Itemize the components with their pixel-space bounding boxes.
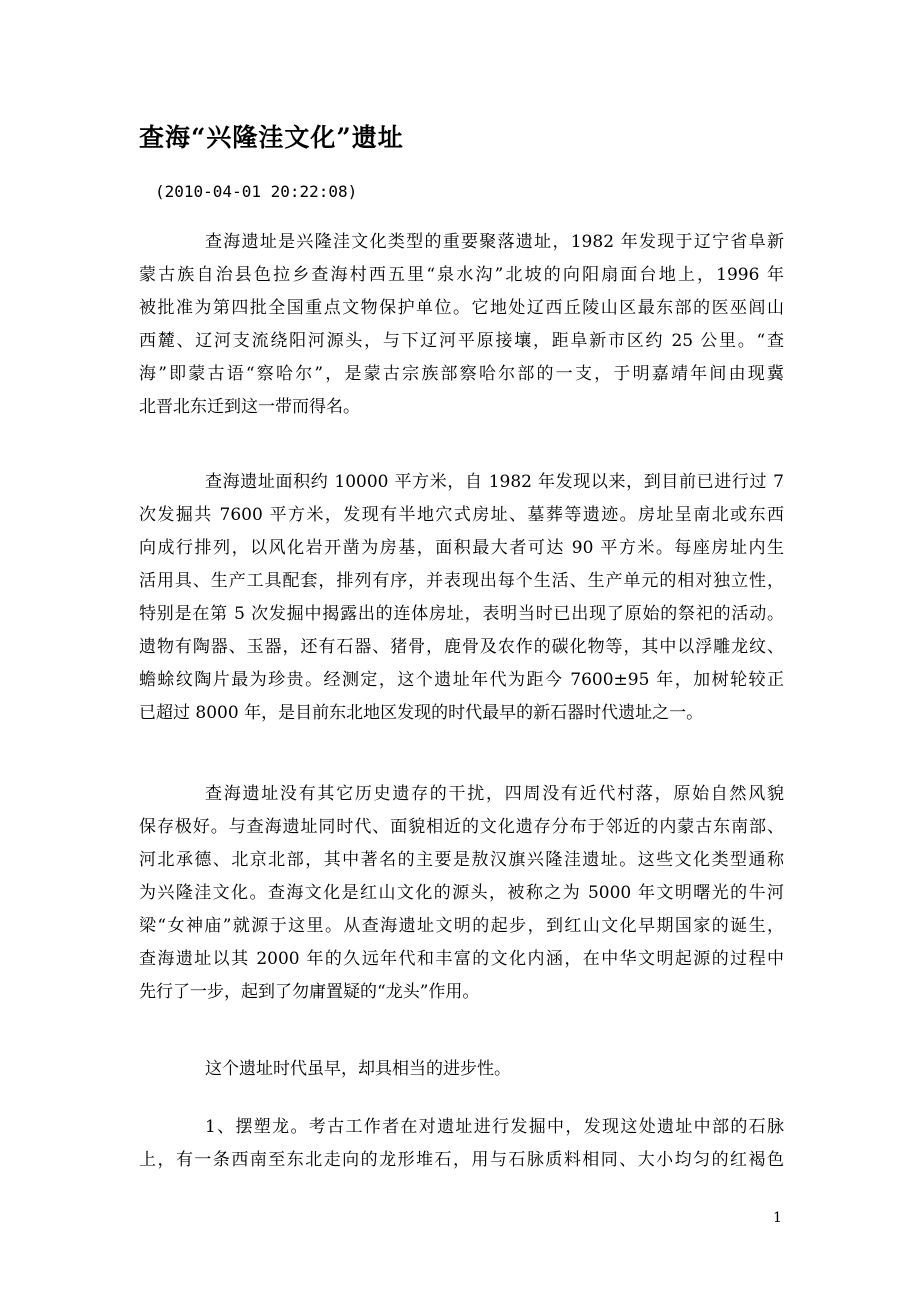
paragraph-line: 这个遗址时代虽早，却具相当的进步性。 [205, 1059, 511, 1079]
paragraph-line: 蒙古族自治县色拉乡查海村西五里“泉水沟”北坡的向阳扇面台地上，1996 年 [139, 265, 784, 285]
paragraph-line: 保存极好。与查海遗址同时代、面貌相近的文化遗存分布于邻近的内蒙古东南部、 [139, 817, 784, 837]
document-title: 查海“兴隆洼文化”遗址 [139, 123, 404, 152]
paragraph-1 [139, 226, 784, 424]
paragraph-line: 被批准为第四批全国重点文物保护单位。它地处辽西丘陵山区最东部的医巫闾山 [139, 298, 784, 318]
paragraph-2 [139, 466, 784, 730]
paragraph-line: 已超过 8000 年，是目前东北地区发现的时代最早的新石器时代遗址之一。 [139, 703, 704, 723]
paragraph-line: 特别是在第 5 次发掘中揭露出的连体房址，表明当时已出现了原始的祭祀的活动。 [139, 604, 784, 624]
paragraph-line: 查海遗址没有其它历史遗存的干扰，四周没有近代村落，原始自然风貌 [205, 784, 784, 804]
paragraph-line: 西麓、辽河支流绕阳河源头，与下辽河平原接壤，距阜新市区约 25 公里。“查 [139, 331, 784, 351]
paragraph-line: 蟾蜍纹陶片最为珍贵。经测定，这个遗址年代为距今 7600±95 年，加树轮较正 [139, 670, 784, 690]
paragraph-line: 查海遗址面积约 10000 平方米，自 1982 年发现以来，到目前已进行过 7 [205, 472, 784, 492]
paragraph-line: 向成行排列，以风化岩开凿为房基，面积最大者可达 90 平方米。每座房址内生 [139, 538, 784, 558]
paragraph-4 [139, 1053, 784, 1086]
page-number: 1 [773, 1210, 782, 1226]
paragraph-line: 查海遗址以其 2000 年的久远年代和丰富的文化内涵，在中华文明起源的过程中 [139, 949, 784, 969]
publish-date: (2010-04-01 20:22:08) [155, 182, 358, 201]
paragraph-line: 为兴隆洼文化。查海文化是红山文化的源头，被称之为 5000 年文明曙光的牛河 [139, 883, 784, 903]
paragraph-line: 北晋北东迁到这一带而得名。 [139, 397, 360, 417]
paragraph-line: 查海遗址是兴隆洼文化类型的重要聚落遗址，1982 年发现于辽宁省阜新 [205, 232, 784, 252]
paragraph-line: 先行了一步，起到了勿庸置疑的“龙头”作用。 [139, 982, 480, 1002]
paragraph-5 [139, 1111, 784, 1177]
paragraph-line: 遗物有陶器、玉器，还有石器、猪骨，鹿骨及农作的碳化物等，其中以浮雕龙纹、 [139, 637, 784, 657]
paragraph-line: 海”即蒙古语“察哈尔”，是蒙古宗族部察哈尔部的一支，于明嘉靖年间由现冀 [139, 364, 784, 384]
paragraph-line: 1、摆塑龙。考古工作者在对遗址进行发掘中，发现这处遗址中部的石脉 [205, 1117, 784, 1137]
paragraph-line: 河北承德、北京北部，其中著名的主要是敖汉旗兴隆洼遗址。这些文化类型通称 [139, 850, 784, 870]
paragraph-line: 梁“女神庙”就源于这里。从查海遗址文明的起步，到红山文化早期国家的诞生， [139, 916, 784, 936]
paragraph-line: 活用具、生产工具配套，排列有序，并表现出每个生活、生产单元的相对独立性， [139, 571, 784, 591]
paragraph-line: 上，有一条西南至东北走向的龙形堆石，用与石脉质料相同、大小均匀的红褐色 [139, 1150, 784, 1170]
paragraph-3 [139, 778, 784, 1009]
paragraph-line: 次发掘共 7600 平方米，发现有半地穴式房址、墓葬等遗迹。房址呈南北或东西 [139, 505, 784, 525]
